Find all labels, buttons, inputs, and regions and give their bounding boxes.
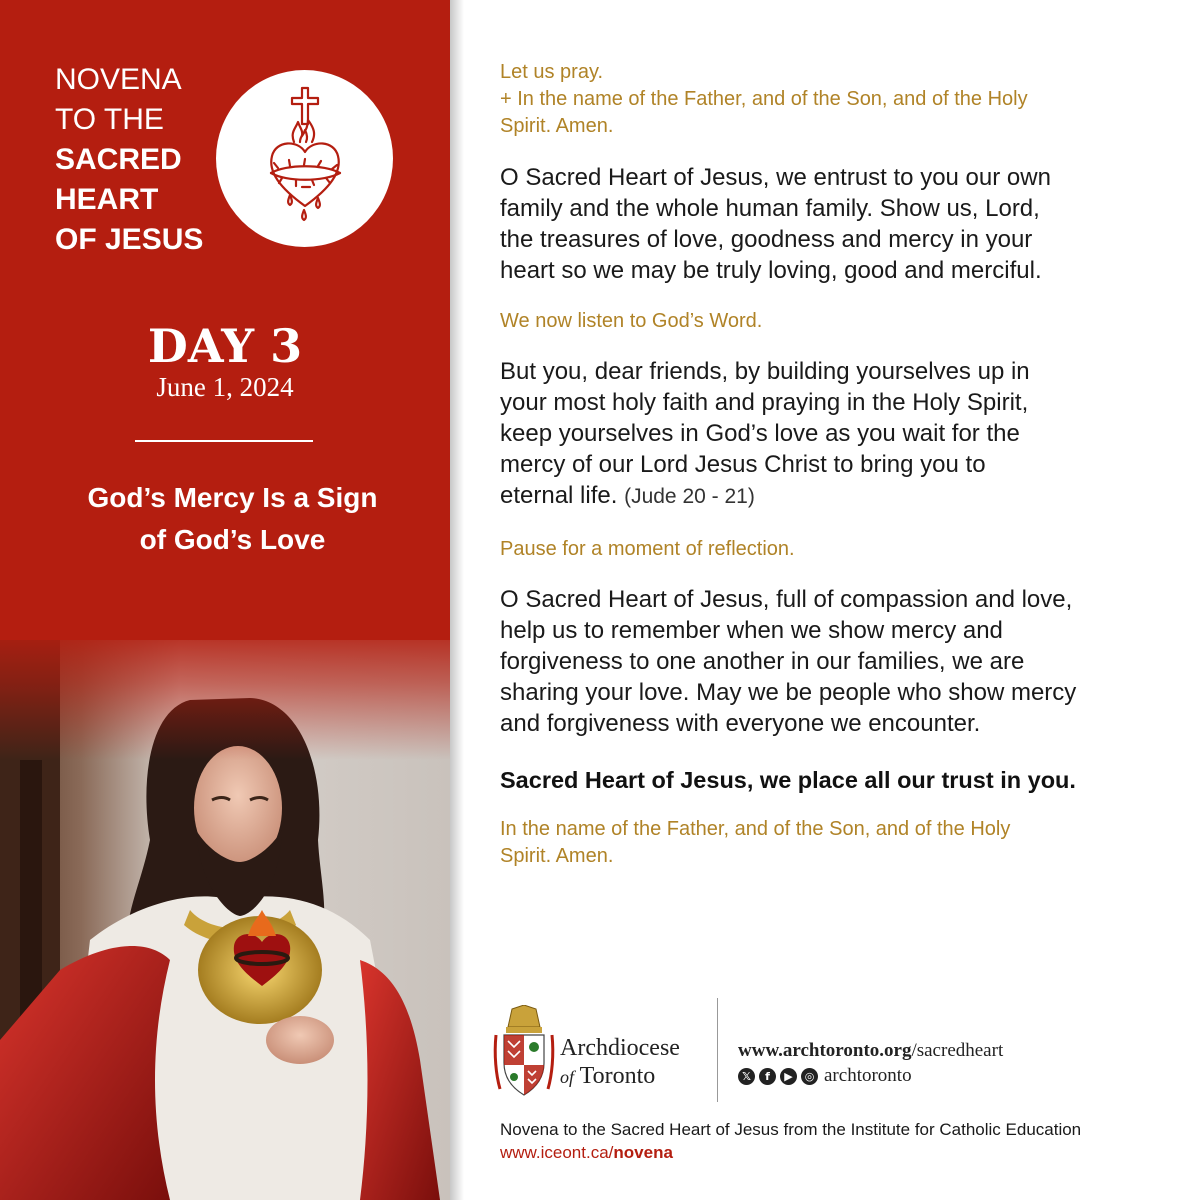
website-link[interactable]: [738, 1040, 1003, 1062]
compassion-line-3: forgiveness to one another in our families, we are: [500, 648, 1025, 675]
instagram-icon[interactable]: ◎: [801, 1068, 818, 1085]
archdiocese-logo[interactable]: [492, 1005, 707, 1095]
opening-line-3: Spirit. Amen.: [500, 115, 614, 137]
credit-link[interactable]: [500, 1143, 673, 1163]
credit-url-host: www.iceont.ca/: [500, 1143, 614, 1162]
divider: [135, 440, 313, 442]
closing-line-1: In the name of the Father, and of the Son, and of the Holy: [500, 818, 1011, 840]
sacred-heart-emblem: [216, 70, 393, 247]
closing-line-2: Spirit. Amen.: [500, 845, 614, 867]
scripture-line-1: But you, dear friends, by building yourselves up in: [500, 358, 1030, 385]
opening-line-1: Let us pray.: [500, 61, 604, 83]
compassion-line-1: O Sacred Heart of Jesus, full of compassion and love,: [500, 586, 1073, 613]
compassion-line-4: sharing your love. May we be people who show mercy: [500, 679, 1077, 706]
facebook-icon[interactable]: f: [759, 1068, 776, 1085]
compassion-prayer: [500, 584, 1160, 739]
scripture-line-2: your most holy faith and praying in the Holy Spirit,: [500, 389, 1029, 416]
pause-rubric: Pause for a moment of reflection.: [500, 538, 795, 560]
social-handle: archtoronto: [824, 1065, 912, 1086]
social-links: [738, 1066, 912, 1086]
org-name-line-1: Archdiocese: [560, 1035, 680, 1061]
youtube-icon[interactable]: ▶: [780, 1068, 797, 1085]
compassion-line-2: help us to remember when we show mercy and: [500, 617, 1003, 644]
sacred-heart-icon: [216, 70, 393, 247]
panel-shadow: [450, 0, 464, 1200]
scripture-reference: (Jude 20 - 21): [624, 485, 755, 508]
title-line-5: OF JESUS: [55, 223, 204, 256]
entrust-line-3: the treasures of love, goodness and mercy in your: [500, 226, 1033, 253]
theme-line-2: of God’s Love: [139, 524, 326, 555]
website-host: www.archtoronto.org: [738, 1040, 912, 1061]
coat-of-arms-icon: [492, 1005, 556, 1097]
closing-prayer: [500, 816, 1160, 870]
title-line-3: SACRED: [55, 143, 182, 176]
org-name-line-2: [560, 1063, 655, 1090]
org-city: Toronto: [579, 1063, 656, 1089]
entrust-line-1: O Sacred Heart of Jesus, we entrust to you our own: [500, 164, 1051, 191]
title-line-1: NOVENA: [55, 63, 182, 96]
scripture-line-5: [500, 480, 1160, 512]
credit-text: Novena to the Sacred Heart of Jesus from the Institute for Catholic Education: [500, 1120, 1082, 1139]
footer-separator: [717, 998, 718, 1102]
novena-date: June 1, 2024: [156, 372, 294, 402]
day-theme: [40, 477, 425, 561]
photo-fade: [0, 620, 450, 760]
trust-invocation: Sacred Heart of Jesus, we place all our trust in you.: [500, 767, 1076, 793]
credit-url-path: novena: [613, 1143, 673, 1162]
listen-rubric: We now listen to God’s Word.: [500, 310, 763, 332]
entrust-prayer: [500, 162, 1160, 286]
scripture-line-4: mercy of our Lord Jesus Christ to bring you to: [500, 451, 986, 478]
opening-prayer: [500, 59, 1160, 140]
title-line-2: TO THE: [55, 103, 164, 136]
theme-line-1: God’s Mercy Is a Sign: [87, 482, 378, 513]
day-number: DAY 3: [147, 319, 303, 373]
website-path: /sacredheart: [911, 1040, 1004, 1061]
compassion-line-5: and forgiveness with everyone we encounter.: [500, 710, 981, 737]
left-panel: [0, 0, 450, 1200]
entrust-line-2: family and the whole human family. Show us, Lord,: [500, 195, 1040, 222]
entrust-line-4: heart so we may be truly loving, good and merciful.: [500, 257, 1042, 284]
x-icon[interactable]: 𝕏: [738, 1068, 755, 1085]
title-line-4: HEART: [55, 183, 159, 216]
scripture-line-3: keep yourselves in God’s love as you wait for the: [500, 420, 1020, 447]
org-of: of: [560, 1067, 575, 1087]
scripture-line-5-text: eternal life.: [500, 482, 618, 509]
opening-line-2: + In the name of the Father, and of the Son, and of the Holy: [500, 88, 1028, 110]
novena-title: [55, 60, 203, 260]
scripture-reading: [500, 356, 1160, 512]
